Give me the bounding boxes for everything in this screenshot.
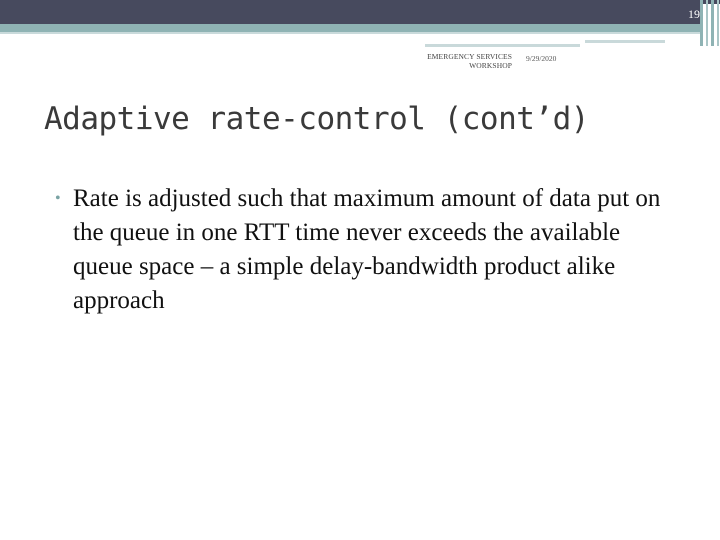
bullet-text: Rate is adjusted such that maximum amount of data put on the queue in one RTT time never exceeds the available queue space – a simple delay-bandwidth product alike approach <box>73 185 661 314</box>
footer-underline <box>425 44 580 47</box>
footer-date: 9/29/2020 <box>526 54 557 63</box>
bullet-list <box>55 182 675 318</box>
page-number: 19 <box>688 7 700 21</box>
slide-title: Adaptive rate-control (cont’d) <box>44 101 589 137</box>
decor-bar <box>717 0 719 46</box>
footer-underline <box>585 40 665 43</box>
header-accent-thin-line <box>0 32 700 34</box>
header-accent-line <box>0 24 700 32</box>
decor-bar <box>706 0 708 46</box>
bullet-item <box>55 182 675 318</box>
header-band <box>0 0 700 24</box>
decor-bar <box>711 0 714 46</box>
footer-organization: EMERGENCY SERVICES WORKSHOP <box>427 52 512 70</box>
decor-bar <box>700 0 703 46</box>
bullet-icon: • <box>55 190 61 207</box>
